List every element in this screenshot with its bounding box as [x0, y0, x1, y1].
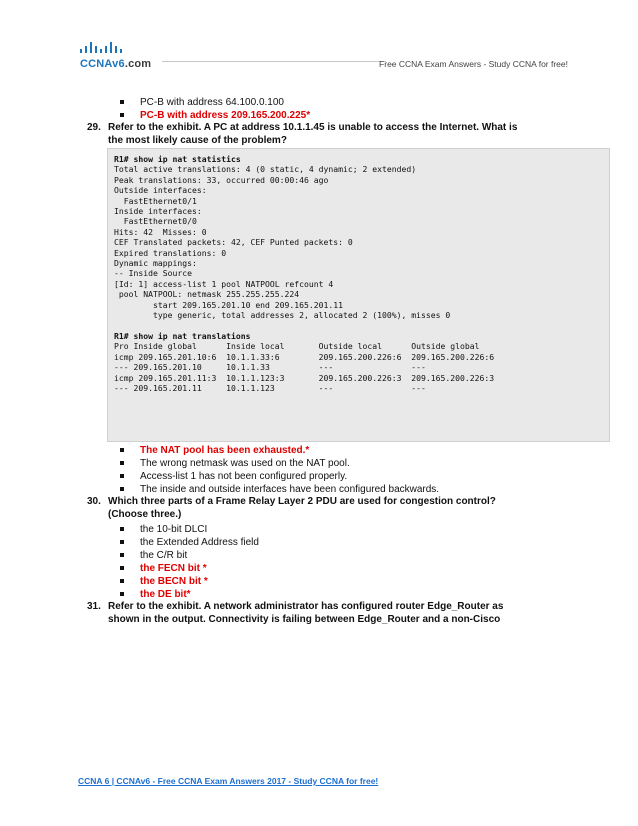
correct-answer-option: the BECN bit * [140, 576, 208, 587]
answer-option: PC-B with address 64.100.0.100 [140, 97, 284, 108]
bullet-icon [120, 113, 124, 117]
bullet-icon [120, 474, 124, 478]
bullet-icon [120, 527, 124, 531]
answer-option: the 10-bit DLCI [140, 524, 208, 535]
correct-answer-option: The NAT pool has been exhausted.* [140, 445, 310, 456]
page-header [78, 38, 568, 80]
correct-answer-option: PC-B with address 209.165.200.225* [140, 110, 311, 121]
terminal-line: R1# show ip nat statistics [114, 154, 241, 164]
bullet-icon [120, 566, 124, 570]
question-number: 30. [87, 496, 101, 507]
terminal-line: icmp 209.165.201.10:6 10.1.1.33:6 209.165.200.226:6 209.165.200.226:6 [114, 351, 495, 362]
correct-answer-option: the FECN bit * [140, 563, 207, 574]
terminal-line: FastEthernet0/1 [114, 195, 197, 206]
terminal-line: Hits: 42 Misses: 0 [114, 226, 207, 237]
terminal-line: Pro Inside global Inside local Outside local Outside global [114, 341, 480, 352]
site-logo-text[interactable] [80, 58, 151, 70]
question-text-line1: Refer to the exhibit. A network administrator has configured router Edge_Router as [108, 601, 504, 612]
terminal-line: Dynamic mappings: [114, 258, 197, 269]
bullet-icon [120, 592, 124, 596]
terminal-line: pool NATPOOL: netmask 255.255.255.224 [114, 289, 300, 300]
question-text-line1: Which three parts of a Frame Relay Layer 2 PDU are used for congestion control? [108, 496, 496, 507]
answer-option: The wrong netmask was used on the NAT pool. [140, 458, 350, 469]
terminal-line: icmp 209.165.201.11:3 10.1.1.123:3 209.165.200.226:3 209.165.200.226:3 [114, 372, 495, 383]
question-number: 31. [87, 601, 101, 612]
bullet-icon [120, 100, 124, 104]
bullet-icon [120, 579, 124, 583]
terminal-line: type generic, total addresses 2, allocated 2 (100%), misses 0 [114, 310, 451, 321]
terminal-line: [Id: 1] access-list 1 pool NATPOOL refcount 4 [114, 278, 334, 289]
bullet-icon [120, 553, 124, 557]
terminal-line: start 209.165.201.10 end 209.165.201.11 [114, 299, 344, 310]
terminal-line: Expired translations: 0 [114, 247, 227, 258]
terminal-line: -- Inside Source [114, 268, 192, 279]
question-text-line2: shown in the output. Connectivity is failing between Edge_Router and a non-Cisco [108, 613, 501, 625]
terminal-line: Total active translations: 4 (0 static, 4 dynamic; 2 extended) [114, 164, 417, 175]
bullet-icon [120, 487, 124, 491]
terminal-line: Outside interfaces: [114, 185, 207, 196]
question-text-line2: the most likely cause of the problem? [108, 134, 287, 146]
exhibit-terminal-output [107, 148, 610, 442]
terminal-line: FastEthernet0/0 [114, 216, 197, 227]
bullet-icon [120, 448, 124, 452]
correct-answer-option: the DE bit* [140, 589, 191, 600]
question-number: 29. [87, 122, 101, 133]
question-text-line2: (Choose three.) [108, 508, 182, 520]
logo-name: CCNAv6 [80, 58, 125, 70]
header-tagline: Free CCNA Exam Answers - Study CCNA for free! [379, 59, 568, 69]
terminal-line: --- 209.165.201.10 10.1.1.33 --- --- [114, 362, 426, 373]
terminal-text [114, 154, 603, 393]
header-divider [162, 61, 386, 62]
answer-option: Access-list 1 has not been configured properly. [140, 471, 348, 482]
footer-link[interactable]: CCNA 6 | CCNAv6 - Free CCNA Exam Answers 2017 - Study CCNA for free! [78, 776, 379, 786]
answer-option: The inside and outside interfaces have been configured backwards. [140, 484, 440, 495]
answer-option: the Extended Address field [140, 537, 259, 548]
terminal-line: Peak translations: 33, occurred 00:00:46 ago [114, 174, 329, 185]
terminal-line: R1# show ip nat translations [114, 330, 251, 341]
logo-suffix: .com [124, 58, 152, 70]
terminal-line: Inside interfaces: [114, 206, 202, 217]
terminal-line: --- 209.165.201.11 10.1.1.123 --- --- [114, 382, 426, 393]
terminal-line: CEF Translated packets: 42, CEF Punted packets: 0 [114, 237, 353, 248]
answer-option: the C/R bit [140, 550, 188, 561]
bullet-icon [120, 461, 124, 465]
question-text-line1: Refer to the exhibit. A PC at address 10.1.1.45 is unable to access the Internet. What is [108, 122, 518, 133]
bullet-icon [120, 540, 124, 544]
